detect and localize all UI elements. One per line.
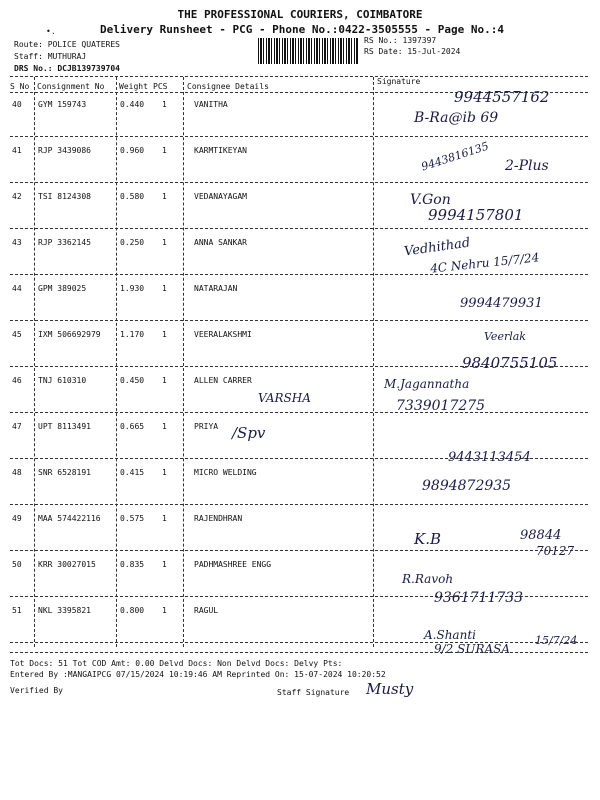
handwritten-phone: 98844 [520,528,562,543]
totals-line: Tot Docs: 51 Tot COD Amt: 0.00 Delvd Docs: Non Delvd Docs: Delvy Pts: [10,659,343,668]
row-rule [10,320,588,321]
row-pcs: 1 [162,238,167,247]
row-weight: 1.930 [120,284,145,293]
barcode [258,38,358,64]
row-weight: 0.580 [120,192,145,201]
rs-number: RS No.: 1397397 [364,36,437,45]
row-weight: 0.575 [120,514,145,523]
handwritten-note: 9/2 SURASA [434,642,511,656]
row-weight: 0.415 [120,468,145,477]
row-name: PRIYA [194,422,219,431]
handwritten-signature: R.Ravoh [402,572,454,586]
row-pcs: 1 [162,146,167,155]
col-pcs: PCS [153,82,168,91]
row-sno: 51 [12,606,22,615]
row-rule [10,550,588,551]
row-name: ALLEN CARRER [194,376,252,385]
row-cons: SNR 6528191 [38,468,91,477]
entered-by-line: Entered By :MANGAIPCG 07/15/2024 10:19:46 AM Reprinted On: 15-07-2024 10:20:52 [10,670,386,679]
col-weight: Weight [119,82,148,91]
handwritten-signature: V.Gon [410,192,451,208]
row-pcs: 1 [162,606,167,615]
row-name: ANNA SANKAR [194,238,247,247]
row-sno: 45 [12,330,22,339]
handwritten-signature: M.Jagannatha [384,377,470,391]
row-sno: 41 [12,146,22,155]
row-sno: 42 [12,192,22,201]
handwritten-note: 15/7/24 [535,634,578,647]
row-weight: 0.250 [120,238,145,247]
row-rule [10,182,588,183]
row-pcs: 1 [162,468,167,477]
handwritten-phone: 9840755105 [462,354,558,372]
row-rule [10,412,588,413]
row-pcs: 1 [162,560,167,569]
row-pcs: 1 [162,100,167,109]
row-cons: MAA 574422116 [38,514,101,523]
rs-date: RS Date: 15-Jul-2024 [364,47,461,56]
footer-rule [10,652,588,653]
row-weight: 0.665 [120,422,145,431]
row-sno: 47 [12,422,22,431]
handwritten-note: 2-Plus [505,158,549,174]
col-divider [34,77,35,647]
row-weight: 0.450 [120,376,145,385]
handwritten-phone: 9994157801 [428,206,524,224]
drs-number: DRS No.: DCJB139739704 [14,64,120,73]
header-dot: •. [46,27,56,36]
row-pcs: 1 [162,422,167,431]
row-rule [10,274,588,275]
col-consignment: Consignment No [37,82,105,91]
handwritten-signature: Vedhithad [403,235,472,260]
row-name: RAGUL [194,606,219,615]
col-signature: Signature [377,77,421,86]
row-rule [10,228,588,229]
handwritten-signature: Veerlak [484,330,526,343]
row-name: VEDANAYAGAM [194,192,247,201]
col-divider [116,77,117,647]
handwritten-phone: 7339017275 [396,398,486,414]
staff-signature-label: Staff Signature [277,688,350,697]
row-name: RAJENDHRAN [194,514,243,523]
handwritten-signature: A.Shanti [424,628,476,642]
row-cons: TNJ 610310 [38,376,87,385]
row-rule [10,504,588,505]
row-sno: 48 [12,468,22,477]
row-cons: NKL 3395821 [38,606,91,615]
row-weight: 0.800 [120,606,145,615]
handwritten-note: 4C Nehru 15/7/24 [429,250,540,276]
row-rule [10,136,588,137]
handwritten-phone: 9443113454 [448,450,531,465]
handwritten-phone: 9361711733 [434,590,524,606]
row-pcs: 1 [162,192,167,201]
staff-label: Staff: MUTHURAJ [14,52,87,61]
company-title: THE PROFESSIONAL COURIERS, COIMBATORE [177,8,423,21]
col-divider [373,77,374,647]
verified-by-label: Verified By [10,686,63,695]
row-pcs: 1 [162,284,167,293]
staff-signature-mark: Musty [366,680,414,698]
handwritten-signature: B-Ra@ib 69 [414,110,499,126]
row-name: VEERALAKSHMI [194,330,252,339]
row-cons: TSI 8124308 [38,192,91,201]
col-consignee: Consignee Details [187,82,269,91]
row-sno: 46 [12,376,22,385]
row-cons: IXM 506692979 [38,330,101,339]
row-weight: 0.960 [120,146,145,155]
row-sno: 50 [12,560,22,569]
row-sno: 43 [12,238,22,247]
row-name: MICRO WELDING [194,468,257,477]
row-cons: GYM 159743 [38,100,87,109]
runsheet-subtitle: Delivery Runsheet - PCG - Phone No.:0422-3505555 - Page No.:4 [100,23,504,36]
row-sno: 49 [12,514,22,523]
handwritten-signature: K.B [414,530,441,548]
route-label: Route: POLICE QUATERES [14,40,120,49]
handwritten-note: /Spv [232,424,266,442]
col-sno: S No [10,82,30,91]
row-cons: RJP 3362145 [38,238,91,247]
row-sno: 44 [12,284,22,293]
row-name: PADHMASHREE ENGG [194,560,272,569]
handwritten-phone: 9894872935 [422,478,512,494]
row-pcs: 1 [162,514,167,523]
handwritten-signature: 9443816135 [419,139,491,174]
row-cons: GPM 389025 [38,284,87,293]
row-cons: RJP 3439086 [38,146,91,155]
row-cons: KRR 30027015 [38,560,96,569]
row-pcs: 1 [162,330,167,339]
row-name: KARMTIKEYAN [194,146,247,155]
col-divider [183,77,184,647]
handwritten-note: 70127 [536,544,575,558]
handwritten-phone: 9944557162 [454,88,550,106]
handwritten-note: VARSHA [258,391,311,405]
row-weight: 1.170 [120,330,145,339]
row-weight: 0.440 [120,100,145,109]
row-pcs: 1 [162,376,167,385]
header-top-rule [10,76,588,77]
row-name: NATARAJAN [194,284,238,293]
row-sno: 40 [12,100,22,109]
row-cons: UPT 8113491 [38,422,91,431]
row-weight: 0.835 [120,560,145,569]
handwritten-phone: 9994479931 [460,296,543,311]
row-name: VANITHA [194,100,228,109]
